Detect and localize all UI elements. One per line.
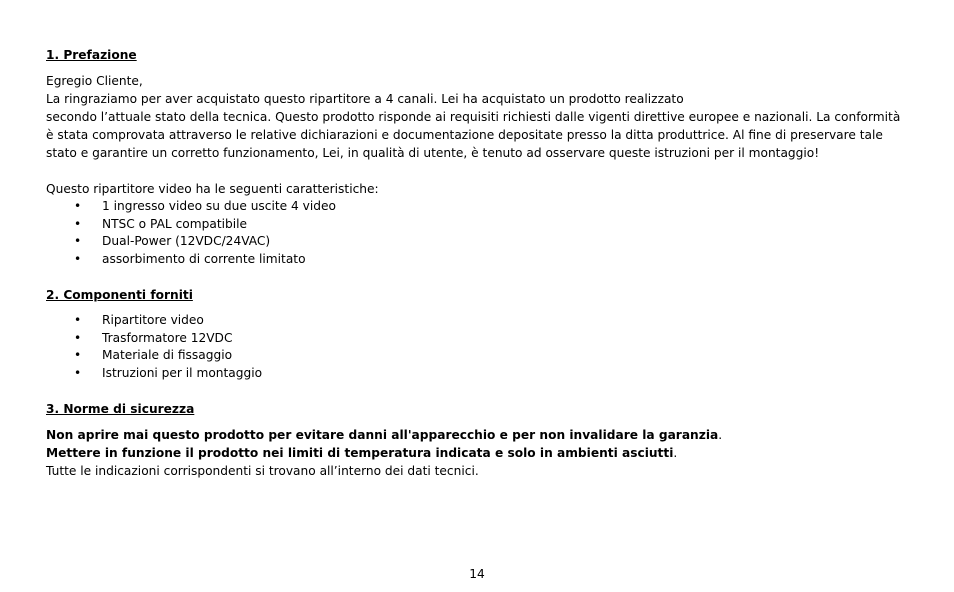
list-item: • NTSC o PAL compatibile (46, 216, 906, 234)
section-heading-prefazione: 1. Prefazione (46, 48, 137, 62)
list-item: • 1 ingresso video su due uscite 4 video (46, 198, 906, 216)
bullet-icon: • (74, 216, 82, 231)
list-item: • Istruzioni per il montaggio (46, 365, 906, 383)
section-heading-norme: 3. Norme di sicurezza (46, 402, 195, 416)
features-list (46, 198, 906, 268)
document-page (46, 46, 906, 480)
greeting-text: Egregio Cliente, (46, 74, 143, 88)
list-item: • Ripartitore video (46, 312, 906, 330)
bullet-icon: • (74, 313, 82, 327)
page-number: 14 (469, 567, 485, 581)
intro-line: La ringraziamo per aver acquistato questo ripartitore a 4 canali. Lei ha acquistato un prodotto realizzato (46, 92, 684, 106)
bullet-icon: • (74, 199, 82, 213)
bullet-icon: • (74, 251, 82, 266)
list-item: • Dual-Power (12VDC/24VAC) (46, 233, 906, 251)
section-heading-componenti: 2. Componenti forniti (46, 288, 193, 302)
warning-line-1: Non aprire mai questo prodotto per evitare danni all'apparecchio e per non invalidare la garanzia. (46, 428, 723, 442)
list-item: • assorbimento di corrente limitato (46, 251, 906, 269)
components-list (46, 312, 906, 382)
list-item: • Materiale di fissaggio (46, 347, 906, 365)
technical-note: Tutte le indicazioni corrispondenti si trovano all’interno dei dati tecnici. (46, 464, 479, 478)
bullet-icon: • (74, 330, 82, 345)
list-item: • Trasformatore 12VDC (46, 330, 906, 348)
features-intro: Questo ripartitore video ha le seguenti caratteristiche: (46, 182, 379, 196)
bullet-icon: • (74, 348, 82, 362)
bullet-icon: • (74, 234, 82, 248)
intro-paragraph: secondo l’attuale stato della tecnica. Questo prodotto risponde ai requisiti richiesti dalle vigenti direttive europee e nazionali. La conformità è stata comprovata attraverso le relative dichiarazioni e documentazione depositate presso la ditta produttrice. Al fine di preservare tale stato e garantire un corretto funzionamento, Lei, in qualità di utente, è tenuto ad osservare queste istruzioni per il montaggio! (46, 110, 901, 160)
warning-line-2: Mettere in funzione il prodotto nei limiti di temperatura indicata e solo in ambienti asciutti. (46, 446, 678, 460)
bullet-icon: • (74, 365, 82, 380)
